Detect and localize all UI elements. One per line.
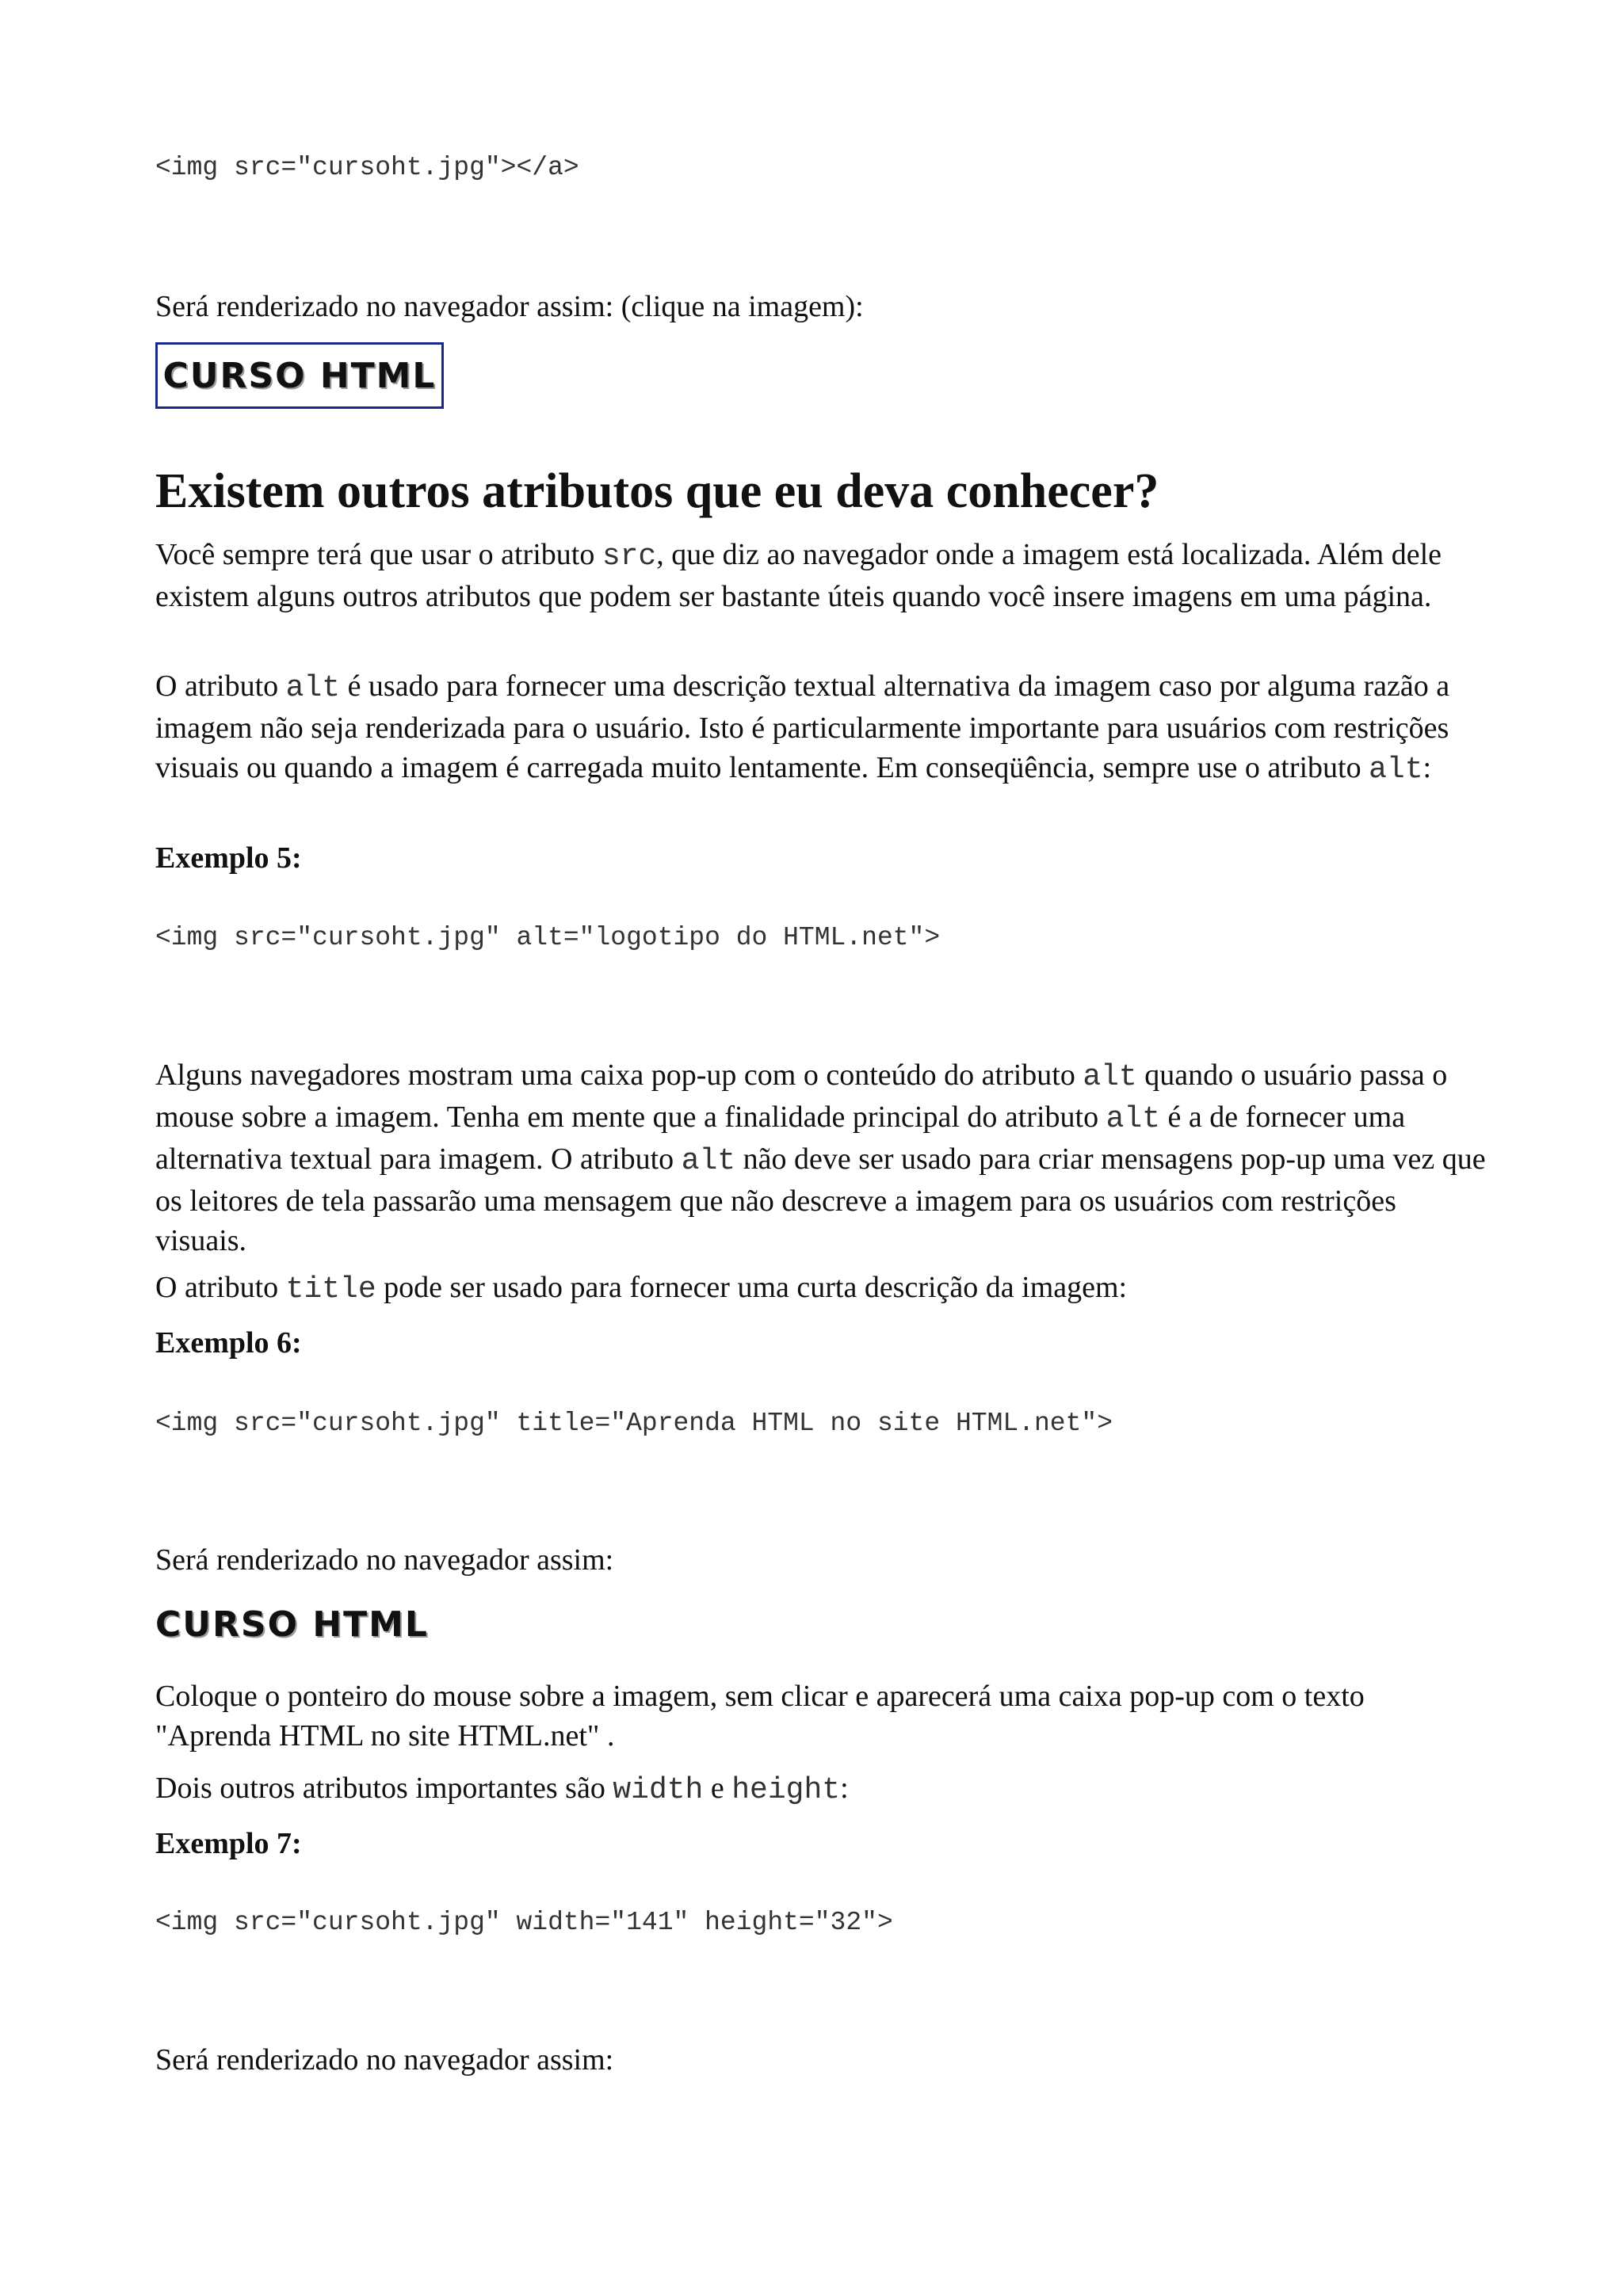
example-6-label: Exemplo 6: — [155, 1326, 302, 1360]
curso-html-logo: CURSO HTML — [155, 1604, 429, 1645]
example-6-code: <img src="cursoht.jpg" title="Aprenda HTML no site HTML.net"> — [155, 1409, 1113, 1438]
example-5-code: <img src="cursoht.jpg" alt="logotipo do HTML.net"> — [155, 923, 941, 952]
paragraph-src: Você sempre terá que usar o atributo src, que diz ao navegador onde a imagem está localizada. Além dele existem alguns outros atributos que podem ser bastante úteis quando você insere imagens em uma página. — [155, 538, 1442, 613]
inline-code-alt: alt — [285, 671, 341, 705]
inline-code-alt: alt — [1369, 753, 1423, 787]
example-5-label: Exemplo 5: — [155, 841, 302, 875]
render-intro-3: Será renderizado no navegador assim: — [155, 2043, 614, 2077]
curso-html-logo-link[interactable] — [155, 342, 444, 409]
curso-html-logo: CURSO HTML — [162, 355, 437, 396]
inline-code-alt: alt — [681, 1144, 736, 1178]
paragraph-alt: O atributo alt é usado para fornecer uma descrição textual alternativa da imagem caso por alguma razão a imagem não seja renderizada para o usuário. Isto é particularmente importante para usuários com restrições visuais ou quando a imagem é carregada muito lentamente. Em conseqüência, sempre use o atributo alt: — [155, 669, 1450, 787]
paragraph-width-height: Dois outros atributos importantes são width e height: — [155, 1772, 849, 1807]
section-heading: Existem outros atributos que eu deva conhecer? — [155, 464, 1159, 518]
paragraph-alt-popup: Alguns navegadores mostram uma caixa pop-up com o conteúdo do atributo alt quando o usuário passa o mouse sobre a imagem. Tenha em mente que a finalidade principal do atributo alt é a de fornecer uma alternativa textual para imagem. O atributo alt não deve ser usado para criar mensagens pop-up uma vez que os leitores de tela passarão uma mensagem que não descreve a imagem para os usuários com restrições visuais. — [155, 1058, 1486, 1257]
paragraph-hover-hint: Coloque o ponteiro do mouse sobre a imagem, sem clicar e aparecerá uma caixa pop-up com o texto "Aprenda HTML no site HTML.net" . — [155, 1680, 1365, 1753]
inline-code-width: width — [613, 1773, 704, 1807]
curso-html-logo-titled[interactable] — [155, 1596, 433, 1652]
inline-code-alt: alt — [1106, 1102, 1161, 1136]
inline-code-src: src — [601, 540, 657, 574]
inline-code-title: title — [285, 1272, 376, 1306]
inline-code-height: height — [731, 1773, 841, 1807]
code-top: <img src="cursoht.jpg"></a> — [155, 153, 579, 182]
render-intro-2: Será renderizado no navegador assim: — [155, 1543, 614, 1577]
example-7-code: <img src="cursoht.jpg" width="141" height="32"> — [155, 1908, 893, 1937]
render-intro-click: Será renderizado no navegador assim: (clique na imagem): — [155, 290, 864, 323]
paragraph-title: O atributo title pode ser usado para fornecer uma curta descrição da imagem: — [155, 1271, 1128, 1306]
example-7-label: Exemplo 7: — [155, 1827, 302, 1860]
inline-code-alt: alt — [1083, 1060, 1137, 1094]
